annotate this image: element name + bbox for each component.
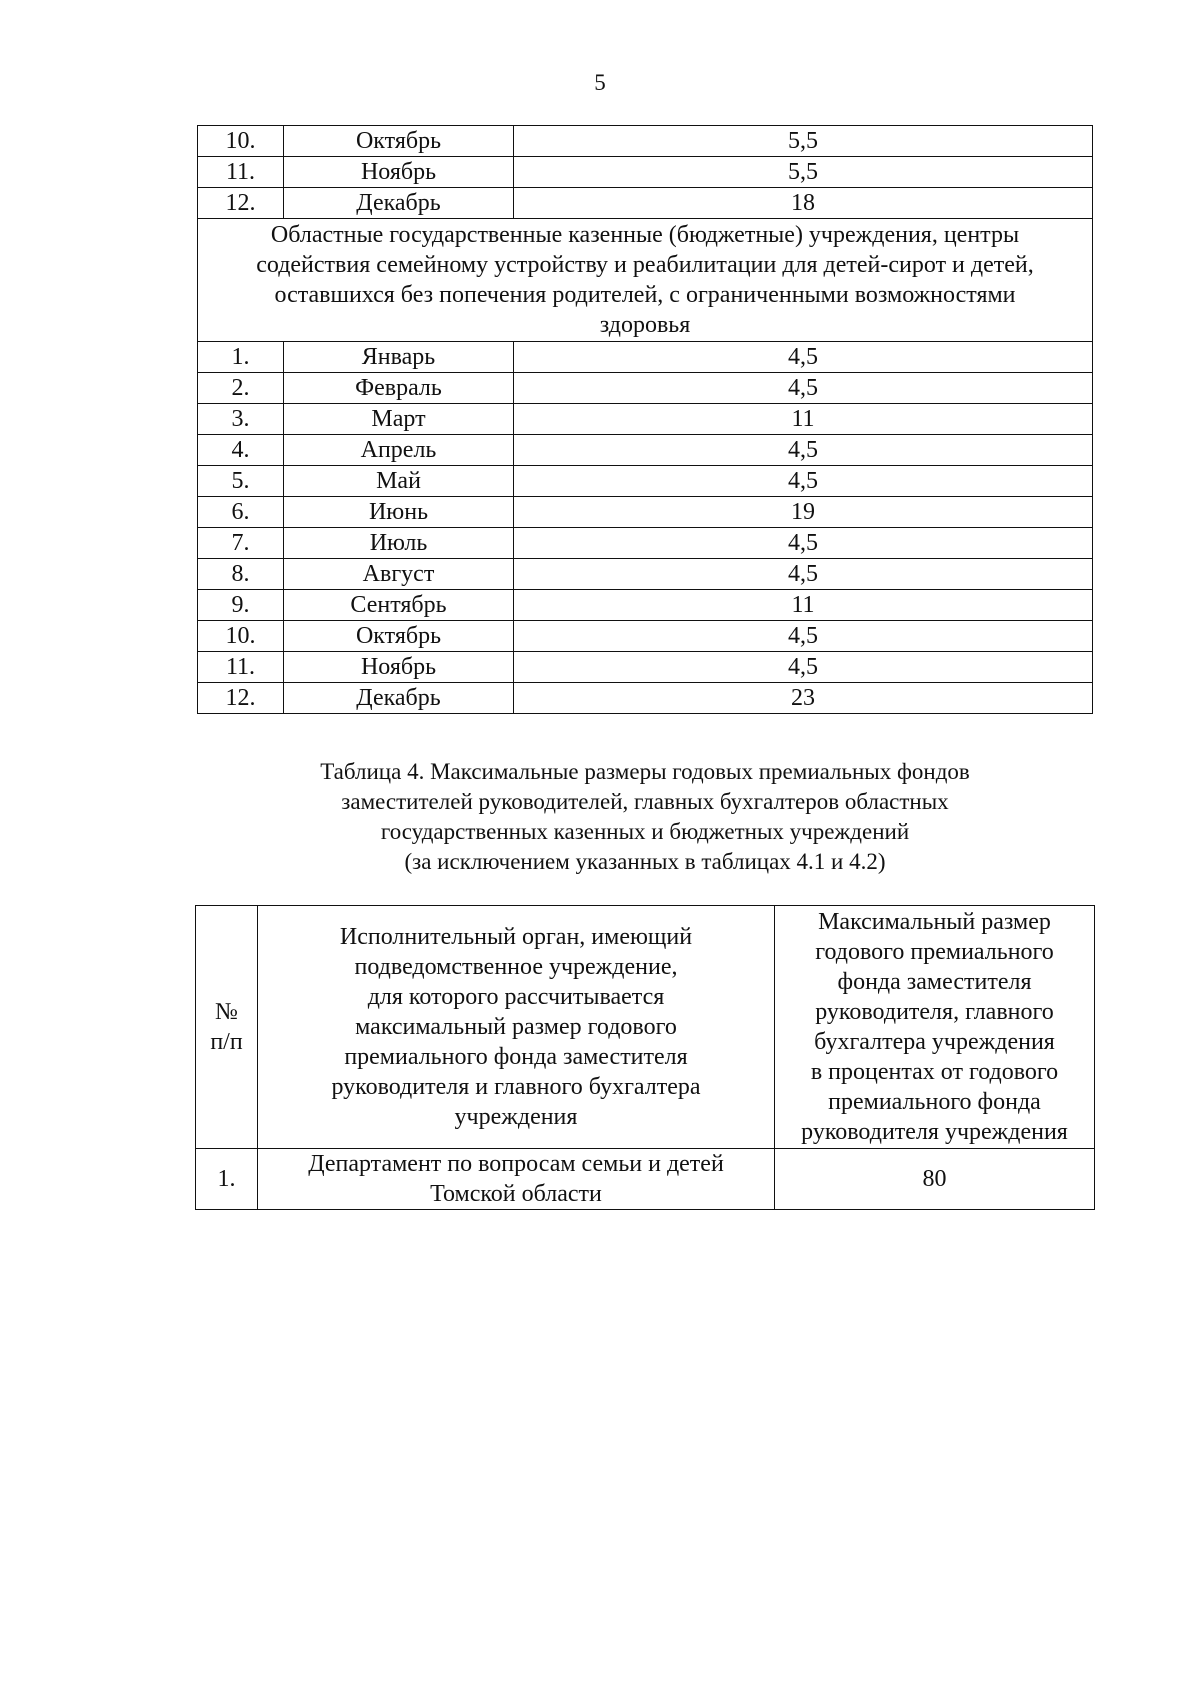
month-row (198, 559, 1093, 590)
row-month-cell: Сентябрь (284, 590, 514, 621)
month-row (198, 683, 1093, 714)
row-value-cell: 4,5 (514, 435, 1093, 466)
row-org-cell (258, 1149, 775, 1210)
row-month-cell: Июль (284, 528, 514, 559)
section-caption (198, 219, 1093, 342)
row-num-cell: 12. (198, 188, 284, 219)
section-caption-line: здоровья (599, 312, 691, 338)
header-percent-line: Максимальный размер (818, 909, 1051, 935)
row-value-cell: 80 (775, 1149, 1095, 1210)
header-org-line: учреждения (454, 1104, 578, 1130)
section-caption-line: содействия семейному устройству и реабилитации для детей-сирот и детей, (256, 252, 1034, 278)
row-value-cell: 11 (514, 404, 1093, 435)
table4 (195, 905, 1095, 1210)
monthly-distribution-table (197, 125, 1093, 714)
row-value-cell: 4,5 (514, 652, 1093, 683)
section-caption-row (198, 219, 1093, 342)
row-month-cell: Декабрь (284, 188, 514, 219)
row-num-cell: 4. (198, 435, 284, 466)
header-org-cell (258, 906, 775, 1149)
row-value-cell: 4,5 (514, 528, 1093, 559)
table4-title-line: Таблица 4. Максимальные размеры годовых премиальных фондов (320, 759, 970, 784)
table4-header-row (196, 906, 1095, 1149)
row-num-cell: 1. (196, 1149, 258, 1210)
row-num-cell: 5. (198, 466, 284, 497)
row-month-cell: Май (284, 466, 514, 497)
header-org-line: для которого рассчитывается (367, 984, 665, 1010)
row-value-cell: 4,5 (514, 559, 1093, 590)
row-num-cell: 10. (198, 126, 284, 157)
header-org-line: руководителя и главного бухгалтера (331, 1074, 701, 1100)
row-month-cell: Март (284, 404, 514, 435)
row-num-cell: 3. (198, 404, 284, 435)
header-num-line: № (215, 999, 238, 1025)
row-num-cell: 7. (198, 528, 284, 559)
month-row (198, 373, 1093, 404)
row-month-cell: Август (284, 559, 514, 590)
row-value-cell: 4,5 (514, 466, 1093, 497)
row-org-line: Томской области (430, 1181, 602, 1207)
header-org-line: максимальный размер годового (355, 1014, 677, 1040)
table4-title-line: заместителей руководителей, главных бухгалтеров областных (341, 789, 949, 814)
month-row (198, 188, 1093, 219)
table4-title-line: (за исключением указанных в таблицах 4.1 и 4.2) (404, 849, 886, 874)
row-month-cell: Июнь (284, 497, 514, 528)
row-num-cell: 11. (198, 157, 284, 188)
row-month-cell: Ноябрь (284, 157, 514, 188)
row-num-cell: 9. (198, 590, 284, 621)
header-org-line: премиального фонда заместителя (344, 1044, 688, 1070)
header-num-cell (196, 906, 258, 1149)
month-row (198, 342, 1093, 373)
row-num-cell: 2. (198, 373, 284, 404)
month-row (198, 528, 1093, 559)
month-row (198, 590, 1093, 621)
row-value-cell: 19 (514, 497, 1093, 528)
row-num-cell: 11. (198, 652, 284, 683)
header-percent-line: фонда заместителя (837, 969, 1032, 995)
header-percent-line: руководителя учреждения (801, 1119, 1068, 1145)
row-month-cell: Октябрь (284, 126, 514, 157)
month-row (198, 652, 1093, 683)
table4-row (196, 1149, 1095, 1210)
row-month-cell: Февраль (284, 373, 514, 404)
row-num-cell: 10. (198, 621, 284, 652)
section-caption-line: оставшихся без попечения родителей, с ограниченными возможностями (274, 282, 1016, 308)
row-month-cell: Апрель (284, 435, 514, 466)
header-num-line: п/п (210, 1029, 243, 1055)
header-percent-line: в процентах от годового (810, 1059, 1059, 1085)
row-month-cell: Октябрь (284, 621, 514, 652)
row-value-cell: 5,5 (514, 157, 1093, 188)
row-value-cell: 4,5 (514, 621, 1093, 652)
row-value-cell: 4,5 (514, 373, 1093, 404)
table4-title (200, 757, 1090, 877)
header-percent-line: годового премиального (815, 939, 1054, 965)
header-org-line: Исполнительный орган, имеющий (339, 924, 693, 950)
header-percent-line: премиального фонда (828, 1089, 1041, 1115)
month-row (198, 497, 1093, 528)
header-percent-line: бухгалтера учреждения (814, 1029, 1055, 1055)
row-num-cell: 6. (198, 497, 284, 528)
row-value-cell: 18 (514, 188, 1093, 219)
row-value-cell: 5,5 (514, 126, 1093, 157)
section-caption-line: Областные государственные казенные (бюджетные) учреждения, центры (270, 222, 1020, 248)
row-org-line: Департамент по вопросам семьи и детей (308, 1151, 724, 1177)
row-month-cell: Декабрь (284, 683, 514, 714)
row-num-cell: 8. (198, 559, 284, 590)
row-month-cell: Январь (284, 342, 514, 373)
month-row (198, 157, 1093, 188)
row-value-cell: 11 (514, 590, 1093, 621)
month-row (198, 621, 1093, 652)
row-num-cell: 1. (198, 342, 284, 373)
header-percent-line: руководителя, главного (815, 999, 1054, 1025)
page-number: 5 (594, 70, 606, 95)
month-row (198, 466, 1093, 497)
month-row (198, 404, 1093, 435)
row-value-cell: 4,5 (514, 342, 1093, 373)
month-row (198, 126, 1093, 157)
row-value-cell: 23 (514, 683, 1093, 714)
month-row (198, 435, 1093, 466)
row-month-cell: Ноябрь (284, 652, 514, 683)
header-org-line: подведомственное учреждение, (354, 954, 678, 980)
row-num-cell: 12. (198, 683, 284, 714)
table4-title-line: государственных казенных и бюджетных учреждений (380, 819, 910, 844)
header-percent-cell (775, 906, 1095, 1149)
